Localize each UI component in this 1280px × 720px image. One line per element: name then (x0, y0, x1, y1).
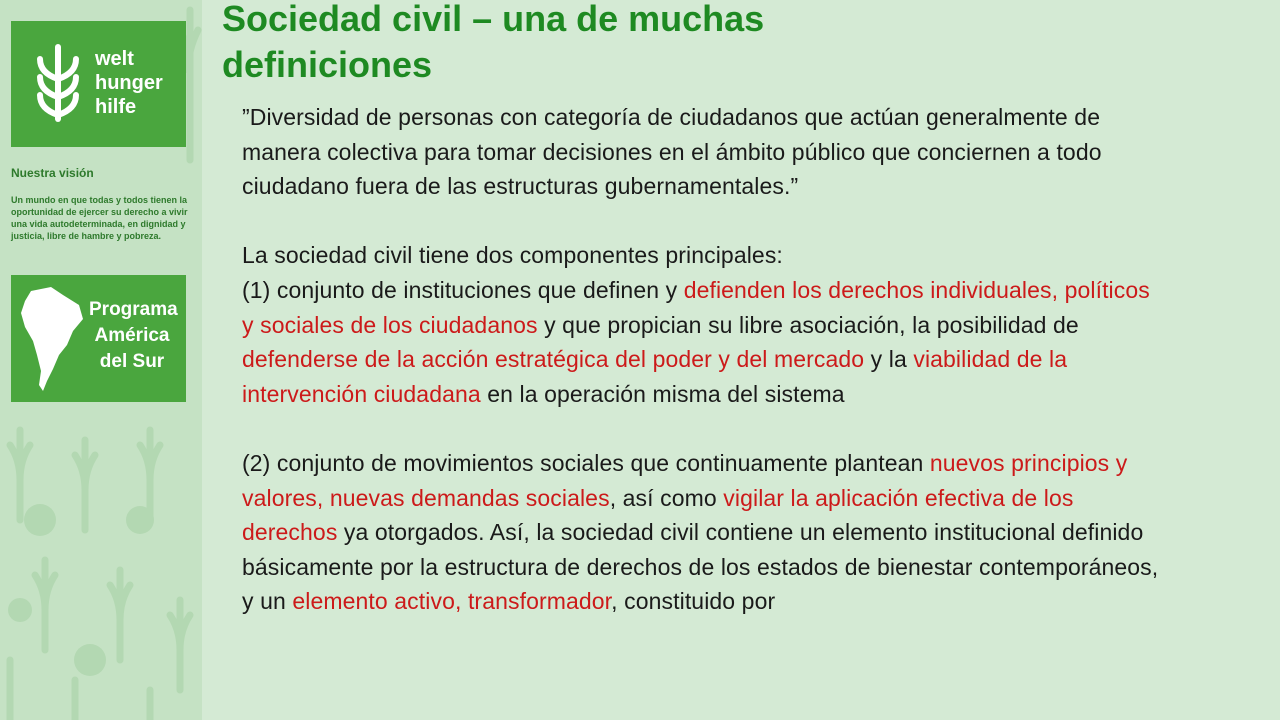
program-name (89, 297, 178, 375)
text-segment: en la operación misma del sistema (480, 380, 845, 407)
highlight-text: defienden los derechos individuales, políticos y sociales de los ciudadanos (242, 276, 1150, 338)
text-segment: y que propician su libre asociación, la posibilidad de (537, 311, 1079, 338)
highlight-text: nuevos principios y valores, nuevas demandas sociales (242, 449, 1128, 511)
slide-title-line: definiciones (222, 44, 433, 85)
sidebar (0, 0, 202, 720)
highlight-text: viabilidad de la intervención ciudadana (242, 346, 1068, 407)
slide-body (242, 100, 1162, 619)
component-1 (242, 273, 1162, 411)
highlight-text: elemento activo, transformador (292, 588, 612, 615)
program-line: Programa (89, 299, 178, 320)
component-2 (242, 446, 1162, 619)
highlight-text: defenderse de la acción estratégica del poder y del mercado (242, 346, 865, 373)
highlight-text: vigilar la aplicación efectiva de los derechos (242, 484, 1074, 546)
text-segment: (1) conjunto de instituciones que definen y (242, 276, 684, 303)
wheat-icon (35, 43, 81, 125)
slide-title (222, 0, 764, 88)
logo-line: hilfe (95, 96, 137, 118)
logo-line: welt (95, 48, 134, 70)
text-segment: , así como (609, 484, 724, 511)
text-segment: y la (864, 346, 914, 373)
text-segment: ya otorgados. Así, la sociedad civil contiene un elemento institucional definido básicamente por la estructura de derechos de los estados de bienestar contemporáneos, y un (242, 519, 1159, 615)
slide-title-line: Sociedad civil – una de muchas (222, 0, 765, 39)
intro-text: La sociedad civil tiene dos componentes principales: (242, 242, 783, 269)
vision-block (11, 166, 197, 242)
program-line: del Sur (99, 351, 165, 372)
program-line: América (94, 325, 170, 346)
text-segment: (2) conjunto de movimientos sociales que continuamente plantean (242, 449, 930, 476)
vision-title: Nuestra visión (11, 166, 94, 180)
vision-text: Un mundo en que todas y todos tienen la oportunidad de ejercer su derecho a vivir una vida autodeterminada, en dignidad y justicia, libre de hambre y pobreza. (11, 195, 188, 241)
text-segment: , constituido por (611, 588, 776, 615)
logo-line: hunger (95, 72, 163, 94)
program-badge (11, 275, 186, 402)
welthungerhilfe-logo (11, 21, 186, 147)
logo-wordmark (95, 47, 163, 119)
definition-quote: ”Diversidad de personas con categoría de ciudadanos que actúan generalmente de manera colectiva para tomar decisiones en el ámbito público que conciernen a todo ciudadano fuera de las estructuras gubernamentales.” (242, 104, 1102, 200)
south-america-map-icon (17, 285, 87, 395)
